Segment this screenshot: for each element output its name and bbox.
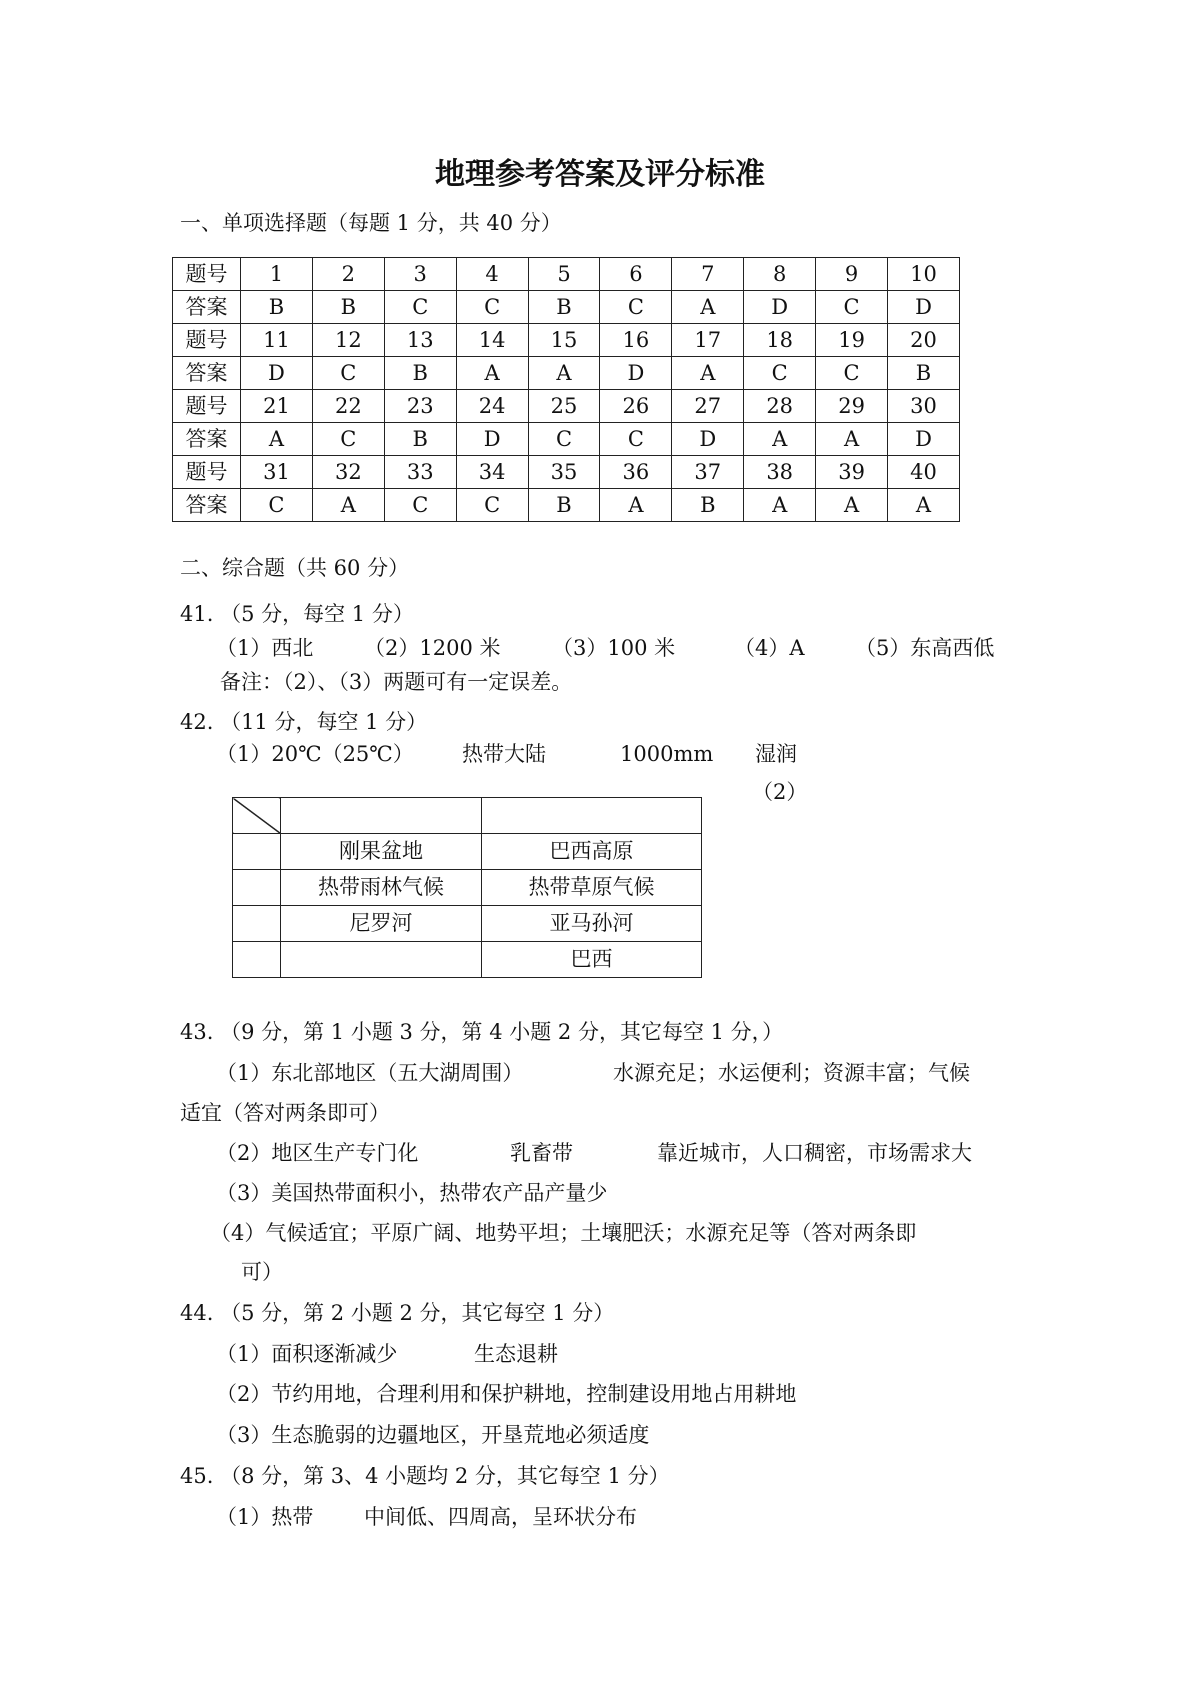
question-number-cell: 40	[888, 456, 960, 489]
section2-heading: 二、综合题（共 60 分）	[180, 556, 410, 580]
answer-cell: B	[528, 489, 600, 522]
q45-line1-b: 中间低、四周高，呈环状分布	[364, 1505, 637, 1529]
answer-row	[173, 357, 960, 390]
comparison-table	[232, 797, 702, 978]
question-number-cell: 9	[816, 258, 888, 291]
question-number-cell: 39	[816, 456, 888, 489]
answer-cell: B	[384, 357, 456, 390]
question-number-cell: 32	[312, 456, 384, 489]
answer-cell: C	[528, 423, 600, 456]
question-number-cell: 11	[241, 324, 313, 357]
question-number-cell: 30	[888, 390, 960, 423]
q45-line1-a: （1）热带	[216, 1505, 314, 1529]
q43-line2-a: （2）地区生产专门化	[216, 1141, 419, 1165]
question-number-cell: 36	[600, 456, 672, 489]
answer-cell: B	[384, 423, 456, 456]
q42-answer-2: 热带大陆	[462, 742, 546, 766]
answer-cell: D	[888, 291, 960, 324]
row-header-cell: 题号	[173, 390, 241, 423]
q41-answer-5: （5）东高西低	[855, 636, 995, 660]
q43-line3: （3）美国热带面积小，热带农产品产量少	[216, 1181, 608, 1205]
page-title: 地理参考答案及评分标准	[435, 157, 765, 192]
answer-row	[173, 291, 960, 324]
q43-line1-c: 适宜（答对两条即可）	[180, 1101, 390, 1125]
question-number-cell: 19	[816, 324, 888, 357]
q43-line2-c: 靠近城市，人口稠密，市场需求大	[657, 1141, 972, 1165]
question-number-cell: 7	[672, 258, 744, 291]
diagonal-header-cell	[233, 798, 281, 834]
question-number-cell: 33	[384, 456, 456, 489]
q44-line3: （3）生态脆弱的边疆地区，开垦荒地必须适度	[216, 1423, 650, 1447]
q43-line1-b: 水源充足；水运便利；资源丰富；气候	[613, 1061, 970, 1085]
answer-cell: A	[672, 291, 744, 324]
row-header-cell: 答案	[173, 423, 241, 456]
answer-cell: D	[672, 423, 744, 456]
answer-cell: C	[384, 489, 456, 522]
question-number-cell: 15	[528, 324, 600, 357]
comparison-cell	[281, 942, 482, 978]
q42-answer-5: （2）	[752, 780, 808, 804]
question-number-cell: 14	[456, 324, 528, 357]
answer-cell: D	[600, 357, 672, 390]
answer-cell: A	[816, 489, 888, 522]
question-number-cell: 31	[241, 456, 313, 489]
question-number-row	[173, 258, 960, 291]
answer-cell: C	[312, 357, 384, 390]
question-number-cell: 6	[600, 258, 672, 291]
comparison-cell: 热带雨林气候	[281, 870, 482, 906]
question-number-cell: 13	[384, 324, 456, 357]
answer-cell: C	[744, 357, 816, 390]
answer-cell: B	[241, 291, 313, 324]
answer-cell: D	[888, 423, 960, 456]
comparison-row	[233, 870, 702, 906]
question-number-cell: 27	[672, 390, 744, 423]
question-number-cell: 1	[241, 258, 313, 291]
row-header-cell: 题号	[173, 258, 241, 291]
q43-line4-a: （4）气候适宜；平原广阔、地势平坦；土壤肥沃；水源充足等（答对两条即	[210, 1221, 917, 1245]
question-number-cell: 38	[744, 456, 816, 489]
comparison-cell: 亚马孙河	[482, 906, 702, 942]
q42-answer-3: 1000mm	[620, 742, 714, 766]
answer-cell: A	[600, 489, 672, 522]
q41-answer-3: （3）100 米	[552, 636, 676, 660]
answer-cell: D	[744, 291, 816, 324]
comparison-cell: 刚果盆地	[281, 834, 482, 870]
answer-cell: B	[528, 291, 600, 324]
question-number-cell: 35	[528, 456, 600, 489]
comparison-row	[233, 942, 702, 978]
answer-cell: C	[456, 489, 528, 522]
q41-heading: 41. （5 分，每空 1 分）	[180, 602, 414, 626]
comparison-cell: 巴西	[482, 942, 702, 978]
answer-cell: A	[888, 489, 960, 522]
answer-cell: C	[600, 423, 672, 456]
q43-line4-b: 可）	[241, 1260, 283, 1284]
question-number-cell: 22	[312, 390, 384, 423]
q41-answer-2: （2）1200 米	[364, 636, 501, 660]
answer-cell: A	[312, 489, 384, 522]
q43-heading: 43. （9 分，第 1 小题 3 分，第 4 小题 2 分，其它每空 1 分，）	[180, 1020, 784, 1044]
q43-line1-a: （1）东北部地区（五大湖周围）	[216, 1061, 524, 1085]
question-number-cell: 29	[816, 390, 888, 423]
q44-line2: （2）节约用地，合理利用和保护耕地，控制建设用地占用耕地	[216, 1382, 797, 1406]
row-header-cell: 答案	[173, 291, 241, 324]
question-number-cell: 2	[312, 258, 384, 291]
question-number-row	[173, 324, 960, 357]
answer-cell: C	[384, 291, 456, 324]
question-number-cell: 24	[456, 390, 528, 423]
q42-answer-1: （1）20℃（25℃）	[216, 742, 414, 766]
q42-heading: 42. （11 分，每空 1 分）	[180, 710, 428, 734]
question-number-cell: 4	[456, 258, 528, 291]
answer-cell: A	[744, 489, 816, 522]
answer-cell: D	[241, 357, 313, 390]
q44-line1-a: （1）面积逐渐减少	[216, 1342, 398, 1366]
comparison-cell	[233, 906, 281, 942]
answer-row	[173, 489, 960, 522]
answer-cell: C	[241, 489, 313, 522]
answer-cell: A	[672, 357, 744, 390]
comparison-cell: 热带草原气候	[482, 870, 702, 906]
answer-cell: D	[456, 423, 528, 456]
question-number-row	[173, 390, 960, 423]
answer-cell: C	[600, 291, 672, 324]
question-number-cell: 10	[888, 258, 960, 291]
answer-cell: A	[528, 357, 600, 390]
choice-answers-table	[172, 257, 960, 522]
row-header-cell: 答案	[173, 489, 241, 522]
q45-heading: 45. （8 分，第 3、4 小题均 2 分，其它每空 1 分）	[180, 1464, 670, 1488]
q41-answer-1: （1）西北	[216, 636, 314, 660]
comparison-cell	[233, 834, 281, 870]
question-number-cell: 17	[672, 324, 744, 357]
question-number-cell: 20	[888, 324, 960, 357]
answer-cell: C	[456, 291, 528, 324]
q41-note: 备注：（2）、（3）两题可有一定误差。	[220, 670, 573, 694]
question-number-cell: 26	[600, 390, 672, 423]
comparison-cell: 尼罗河	[281, 906, 482, 942]
question-number-cell: 5	[528, 258, 600, 291]
question-number-cell: 25	[528, 390, 600, 423]
question-number-row	[173, 456, 960, 489]
row-header-cell: 答案	[173, 357, 241, 390]
q43-line2-b: 乳畜带	[510, 1141, 573, 1165]
answer-cell: B	[888, 357, 960, 390]
comparison-cell: 巴西高原	[482, 834, 702, 870]
row-header-cell: 题号	[173, 324, 241, 357]
answer-row	[173, 423, 960, 456]
q44-line1-b: 生态退耕	[474, 1342, 558, 1366]
q44-heading: 44. （5 分，第 2 小题 2 分，其它每空 1 分）	[180, 1301, 615, 1325]
question-number-cell: 23	[384, 390, 456, 423]
answer-cell: A	[456, 357, 528, 390]
question-number-cell: 16	[600, 324, 672, 357]
answer-cell: C	[312, 423, 384, 456]
question-number-cell: 12	[312, 324, 384, 357]
question-number-cell: 34	[456, 456, 528, 489]
question-number-cell: 28	[744, 390, 816, 423]
answer-cell: A	[816, 423, 888, 456]
answer-cell: A	[744, 423, 816, 456]
answer-cell: C	[816, 357, 888, 390]
comparison-cell	[233, 942, 281, 978]
comparison-row	[233, 906, 702, 942]
comparison-cell	[281, 798, 482, 834]
section1-heading: 一、单项选择题（每题 1 分，共 40 分）	[180, 211, 562, 235]
q41-answer-4: （4）A	[734, 636, 805, 660]
comparison-cell	[482, 798, 702, 834]
answer-cell: B	[672, 489, 744, 522]
question-number-cell: 37	[672, 456, 744, 489]
comparison-cell	[233, 870, 281, 906]
answer-cell: B	[312, 291, 384, 324]
comparison-row	[233, 834, 702, 870]
question-number-cell: 3	[384, 258, 456, 291]
question-number-cell: 18	[744, 324, 816, 357]
answer-cell: A	[241, 423, 313, 456]
comparison-row	[233, 798, 702, 834]
answer-cell: C	[816, 291, 888, 324]
row-header-cell: 题号	[173, 456, 241, 489]
question-number-cell: 8	[744, 258, 816, 291]
question-number-cell: 21	[241, 390, 313, 423]
q42-answer-4: 湿润	[755, 742, 797, 766]
